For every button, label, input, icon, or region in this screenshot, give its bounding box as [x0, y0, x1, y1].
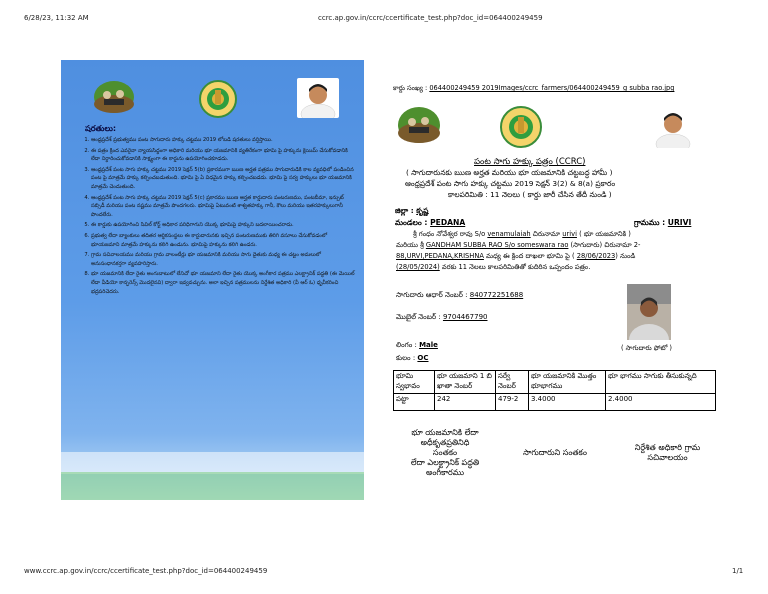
cultivator-address: 88,URVI,PEDANA,KRISHNA: [396, 252, 484, 260]
district-label: జిల్లా :: [395, 206, 414, 215]
agreement-line-1: [413, 230, 631, 240]
table-cell: 479-2: [496, 394, 529, 411]
mandal-line: [395, 218, 465, 229]
sig-line: సంతకం: [432, 448, 458, 457]
sig-line: లేదా ఎలక్ట్రానిక్ పద్ధతి: [410, 458, 480, 467]
card-number-line: [393, 84, 674, 94]
address-label-text: చిరునామా: [530, 230, 563, 238]
validity-line: కాలపరిమితి : 11 నెలలు ( కార్డు జారీ చేసిన తేదీ నుండి ): [448, 190, 612, 199]
cultivator-role-text: (సాగుదారు) చిరునామా 2-: [568, 241, 641, 249]
aadhaar-label: సాగుదారు ఆధార్ నెంబర్ :: [396, 291, 468, 299]
ap-emblem-logo: [199, 80, 237, 118]
mandal-label: మండలం :: [395, 218, 428, 227]
end-date: (28/05/2024): [396, 263, 440, 271]
farmers-logo: [93, 80, 135, 114]
table-cell: 2.4000: [606, 394, 716, 411]
term-item: 6. ప్రభుత్వ లేదా బ్యాంకులు తదితర ఆర్థికసంస్థలు ఈ కార్డుదారునకు ఇచ్చిన పంటరుణముకు తిరిగి వసూలు చేసుకోవడంలో భూయజమాని మాత్రమే హక్కును కలిగి ఉండును. భూమిపై హక్కును కలిగి ఉండరు.: [91, 232, 356, 249]
ap-emblem-right: [500, 106, 542, 148]
sig-line: అంగీకారము: [425, 468, 465, 477]
cm-portrait-right: [652, 106, 694, 148]
certificate-title: పంట సాగు హక్కు పత్రం (CCRC): [474, 157, 586, 167]
owner-role-text: ( భూ యజమానికి ): [576, 230, 631, 238]
flag-band-green: [61, 472, 364, 500]
term-item: 7. గ్రామ సచివాలయము మరియు గ్రామ వాలంటీర్లు భూ యజమానికి మరియు సాగు దైతుకు మధ్య ఈ చట్టం అమలులో అనుసంధానకర్తగా వ్యవహరిస్తారు.: [91, 251, 356, 268]
term-item: 8. భూ యజమానికి లేదా రైతు అంగుబాటులో లేనిచో భూ యజమాని లేదా రైతు యొక్క అంగీకార పత్రము ఎలక్ట్రానిక్ పద్ధతి (ఈ మెయిల్ లేదా వీడియో కాన్ఫరెన్స్ మొదలైనవి) ద్వారా ఇవ్వవచ్చును. అలా ఇచ్చిన పత్రములను నిర్దేశిత అధికారి (వీ ఆర్ ఓ) ధృవీకరించి భద్రపరిచెదరు.: [91, 270, 356, 296]
term-item: 5. ఈ కార్డుకు ఉపయోగించి సివిల్ కోర్ట్ అధికార పరిధిగాగుని యొక్క భూమిపై హక్కుని బదలాయించరాదు.: [91, 221, 356, 230]
agreement-line-3: [396, 252, 635, 262]
aadhaar-value: 840772251688: [469, 291, 524, 299]
cm-portrait: [297, 78, 339, 118]
mobile-line: [396, 313, 488, 323]
mobile-label: మొబైల్ నెంబర్ :: [396, 313, 441, 321]
flag-band-white: [61, 452, 364, 474]
table-header-cell: భూ భాగము సాగుకు తీసుకున్నది: [606, 371, 716, 394]
print-url: ccrc.ap.gov.in/ccrc/ccertificate_test.php?doc_id=064400249459: [318, 14, 543, 22]
page-number: 1/1: [732, 567, 744, 575]
farmers-logo-right: [397, 106, 441, 144]
term-item: 4. ఆంధ్రప్రదేశ్ పంట సాగు హక్కు చట్టము 2019 సెక్షన్ 5(c) ప్రకారము ఋణ అర్హత కార్డుదారు పంటరుణము, పంటబీమా, ఇన్పుట్ సబ్సిడీ మరియు పంట నష్టము మాత్రమే పొందగలరు. భూమిపై ఏటువంటి శాశ్వతహక్కు గానీ, కౌలు మరియు ఇతరహక్కులుగానీ పొందలేరు.: [91, 194, 356, 220]
terms-list: [81, 136, 356, 298]
table-header-cell: భూ యజమానికి మొత్తం భూభాగము: [529, 371, 606, 394]
table-header-cell: భూమి స్వభావం: [394, 371, 435, 394]
card-number-label: కార్డు సంఖ్య :: [393, 84, 428, 92]
term-item: 2. ఈ పత్రం క్రింద ఎవరైనా న్యాయసిద్ధంగా అధికారి మరియు భూ యజమానికి వ్యతిరేకంగా భూమి పై హక్కును క్లెయిమ్ చేసుకోవడానికి లేదా నిర్ధారించుకోవడానికి సాక్ష్యంగా ఈ కార్డును ఉపయోగించకూడదు.: [91, 147, 356, 164]
sig-line: అధీకృతప్రతినిధి: [420, 438, 470, 447]
between-text: మధ్య ఈ క్రింద దాఖలా భూమి పై (: [483, 252, 577, 260]
duration-text: వరకు 11 నెలలు కాలపరిమితితో కుదిరిన ఒప్పందం పత్రం.: [439, 263, 591, 271]
agreement-line-2: [396, 241, 640, 251]
village-label: గ్రామము :: [634, 218, 666, 227]
mobile-value: 9704467790: [442, 313, 488, 321]
owner-father-name: venamulaiah: [487, 230, 531, 238]
and-shri-text: మరియు శ్రీ: [396, 241, 426, 249]
act-line: ఆంధ్రప్రదేశ్ పంట సాగు హక్కు చట్టము 2019 సెక్షన్ 3(2) & 8(a) ప్రకారం: [405, 179, 616, 188]
term-item: 1. ఆంధ్రప్రదేశ్ ప్రభుత్వము పంట సాగుదారు హక్కు చట్టము 2019 లోబడి షరతులు వర్తిస్తాయి.: [91, 136, 356, 145]
aadhaar-line: [396, 291, 523, 301]
owner-signature-block: [395, 428, 495, 478]
cultivator-signature-block: సాగుదారుని సంతకం: [523, 448, 587, 457]
table-header-cell: సర్వే నెంబర్: [496, 371, 529, 394]
cultivator-name: GANDHAM SUBBA RAO S/o someswara rao: [425, 241, 569, 249]
village-line: [634, 218, 691, 229]
gender-label: లింగం :: [396, 341, 417, 349]
land-details-table: [393, 370, 716, 411]
cultivator-photo: [627, 284, 671, 340]
card-number-value: 064400249459 2019Images/ccrc_farmers/064400249459_g subba rao.jpg: [429, 84, 675, 92]
table-row: [394, 394, 716, 411]
start-date: 28/06/2023: [576, 252, 616, 260]
officer-signature-block: [615, 443, 720, 463]
table-header-row: [394, 371, 716, 394]
mandal-value: PEDANA: [430, 218, 466, 227]
table-header-cell: భూ యజమాని 1 బి ఖాతా నెంబర్: [435, 371, 496, 394]
village-value: URIVI: [667, 218, 692, 227]
caste-value: OC: [417, 354, 429, 362]
from-text: ) నుండి: [615, 252, 636, 260]
terms-panel: [61, 60, 364, 500]
owner-address: urivi: [562, 230, 577, 238]
term-item: 3. ఆంధ్రప్రదేశ్ పంట సాగు హక్కు చట్టము 2019 సెక్షన్ 5(b) ప్రకారముగా ఋణ అర్హత పత్రము సాగుదారుడికి కాల వ్యవధిలో పండించిన పంట పై మాత్రమే హక్కు కల్పించబడుతుంది. భూమి పై ఏ విధమైన హక్కు కల్పించబడదు. భూమి పై సర్వ హక్కులు భూ యజమానికి మాత్రమే చెందుతుంది.: [91, 166, 356, 192]
table-cell: 242: [435, 394, 496, 411]
table-cell: 3.4000: [529, 394, 606, 411]
sig-line: భూ యజమానికి లేదా: [411, 428, 479, 437]
photo-caption: ( సాగుదారు ఫోటో ): [621, 344, 672, 352]
district-line: [395, 206, 428, 217]
caste-label: కులం :: [396, 354, 416, 362]
sig-line: నిర్దేశిత అధికారి గ్రామ: [634, 443, 701, 452]
terms-heading: షరతులు:: [85, 124, 117, 133]
footer-url: www.ccrc.ap.gov.in/ccrc/ccertificate_test.php?doc_id=064400249459: [24, 567, 268, 575]
sig-line: సచివాలయం: [647, 453, 688, 462]
gender-line: [396, 341, 438, 351]
owner-name-text: శ్రీ గంధం నోవేశ్వర రావు S/o: [413, 230, 488, 238]
print-datetime: 6/28/23, 11:32 AM: [24, 14, 89, 22]
agreement-line-4: [396, 263, 590, 273]
caste-line: [396, 354, 429, 364]
certificate-subtitle: ( సాగుదారునకు ఋణ అర్హత మరియు భూ యజమానికి చట్టబద్ధ హామీ ): [406, 168, 613, 177]
district-value: కృష్ణ: [416, 206, 429, 215]
gender-value: Male: [419, 341, 438, 349]
table-cell: పట్టా: [394, 394, 435, 411]
